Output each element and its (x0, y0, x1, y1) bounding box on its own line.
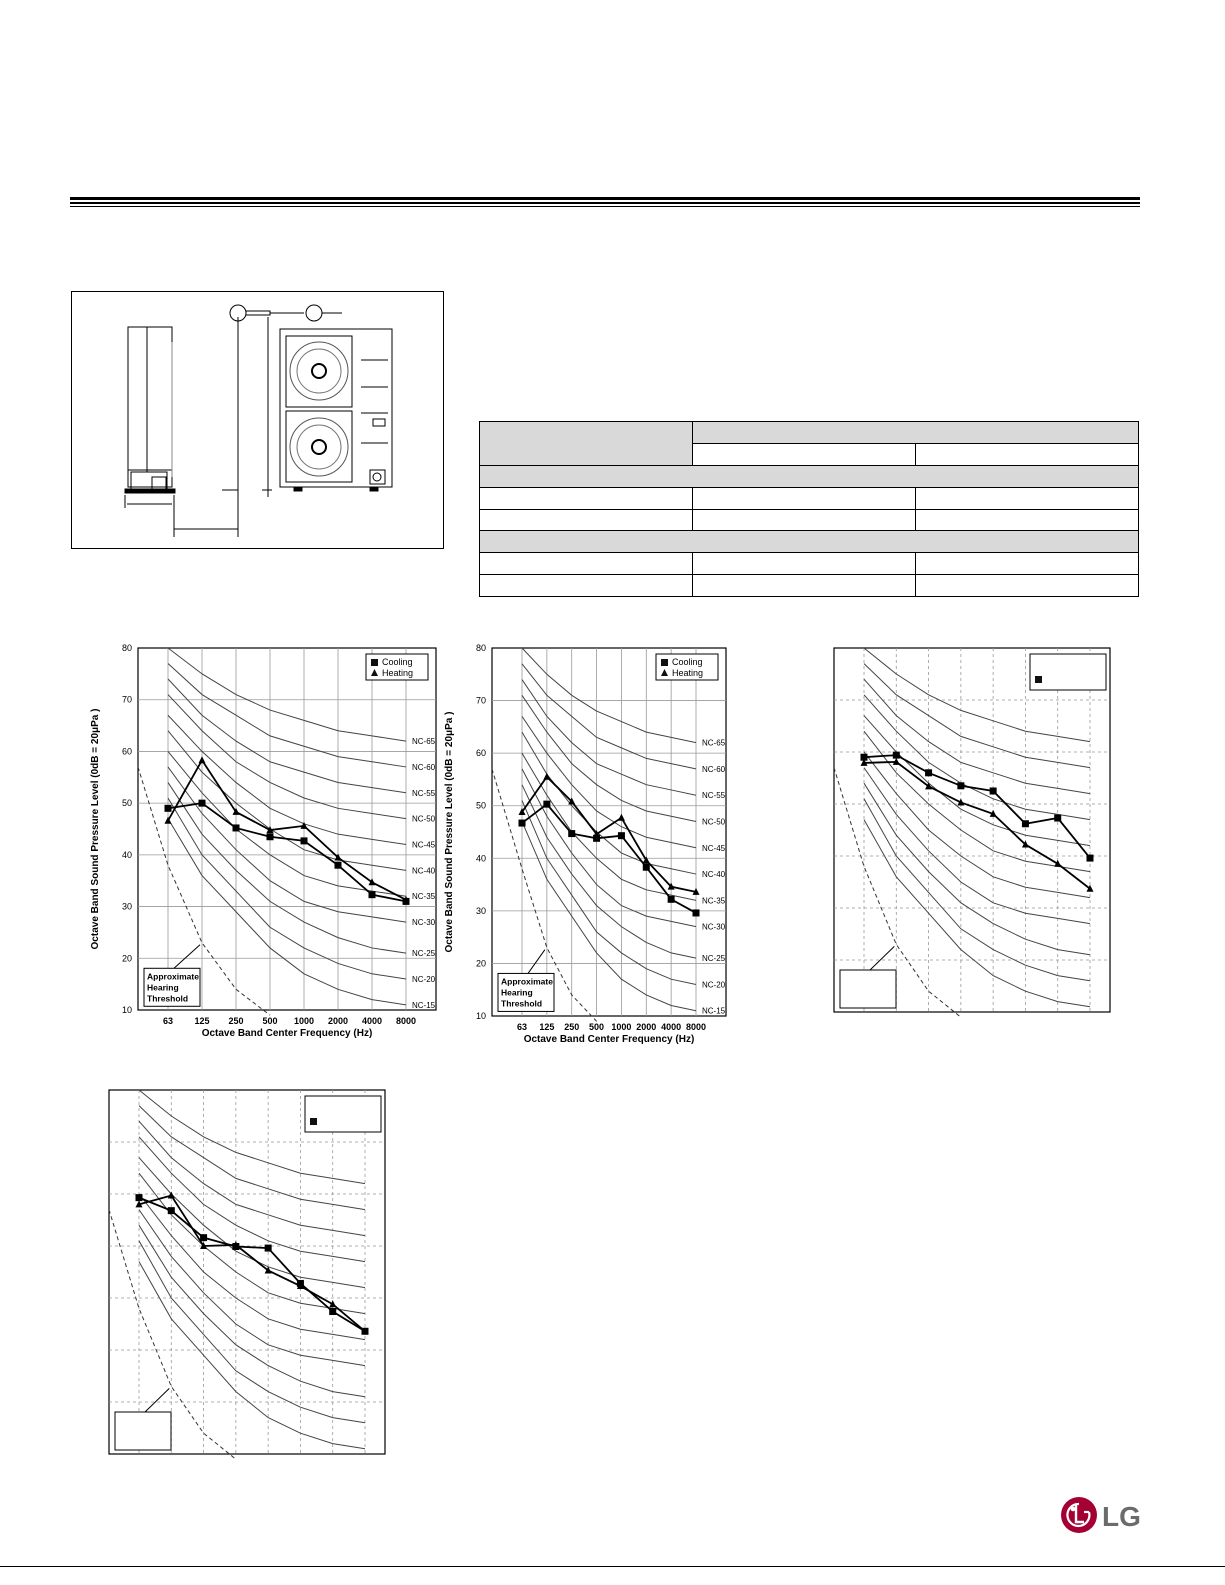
table-cell (693, 553, 916, 575)
nc-label: NC-65 (702, 738, 726, 748)
x-tick-label: 2000 (636, 1022, 657, 1032)
cooling-point (519, 820, 526, 827)
table-section-cell (480, 531, 1139, 553)
y-tick-label: 70 (121, 694, 132, 705)
table-row (480, 553, 1139, 575)
threshold-label: Hearing (147, 982, 179, 993)
plot-frame (834, 648, 1110, 1012)
plot-frame (109, 1090, 385, 1454)
legend-square-icon (661, 659, 668, 666)
nc-label: NC-55 (412, 788, 436, 798)
side-view-body (128, 327, 172, 487)
cooling-point (335, 862, 342, 869)
cooling-point (668, 896, 675, 903)
cooling-point (893, 752, 900, 759)
cooling-point (643, 864, 650, 871)
table-cell (480, 487, 693, 509)
threshold-label-box (115, 1412, 171, 1450)
table-cell (480, 509, 693, 531)
y-tick-label: 50 (121, 798, 132, 809)
unit-dimension-diagram (71, 291, 444, 549)
cooling-point (199, 800, 206, 807)
x-axis-label: Octave Band Center Frequency (Hz) (201, 1028, 373, 1039)
cooling-point (329, 1308, 336, 1315)
legend-cooling: Cooling (382, 657, 413, 667)
table-cell (693, 487, 916, 509)
table-header-cell (480, 422, 693, 466)
nc-chart-4 (107, 1088, 387, 1456)
cooling-point (618, 832, 625, 839)
nc-chart-1 (74, 640, 436, 1050)
threshold-label: Threshold (147, 993, 189, 1004)
y-tick-label: 40 (475, 853, 486, 864)
cooling-point (925, 769, 932, 776)
table-cell (916, 553, 1139, 575)
y-tick-label: 60 (475, 748, 486, 759)
header-rule-thick (70, 197, 1140, 200)
cooling-point (568, 830, 575, 837)
x-tick-label: 500 (589, 1022, 605, 1032)
x-tick-label: 8000 (685, 1022, 707, 1032)
legend-heating: Heating (382, 668, 414, 678)
nc-label: NC-45 (412, 840, 436, 850)
legend-square-icon (371, 659, 378, 666)
legend-box (1030, 654, 1106, 690)
table-section-cell (480, 465, 1139, 487)
nc-label: NC-65 (412, 737, 436, 747)
x-tick-label: 1000 (293, 1016, 315, 1026)
nc-label: NC-30 (412, 918, 436, 928)
nc-label: NC-60 (412, 762, 436, 772)
table-cell (916, 575, 1139, 597)
y-tick-label: 10 (121, 1005, 132, 1015)
x-tick-label: 63 (516, 1022, 528, 1032)
header-rule-mid (70, 202, 1140, 204)
legend-heating: Heating (672, 668, 704, 678)
table-cell (916, 509, 1139, 531)
x-tick-label: 2000 (327, 1016, 349, 1026)
legend-cooling: Cooling (672, 657, 703, 667)
cooling-point (990, 788, 997, 795)
y-tick-label: 60 (121, 746, 132, 757)
lg-logo-icon (1059, 1495, 1145, 1535)
nc-chart-2 (428, 640, 743, 1050)
cooling-point (200, 1234, 207, 1241)
x-tick-label: 500 (262, 1016, 278, 1026)
cooling-point (543, 801, 550, 808)
unit-drawing (72, 292, 443, 548)
y-tick-label: 20 (475, 958, 486, 969)
table-row (480, 575, 1139, 597)
cooling-point (168, 1207, 175, 1214)
cooling-point (267, 833, 274, 840)
y-tick-label: 70 (475, 695, 486, 706)
y-tick-label: 80 (475, 643, 486, 653)
threshold-label: Threshold (501, 998, 543, 1009)
x-tick-label: 63 (162, 1016, 174, 1026)
cooling-point (165, 805, 172, 812)
threshold-label: Hearing (501, 987, 533, 998)
nc-label: NC-30 (702, 922, 726, 932)
nc-label: NC-50 (412, 814, 436, 824)
table-row (480, 465, 1139, 487)
x-tick-label: 125 (539, 1022, 555, 1032)
plot-frame (138, 648, 436, 1010)
y-tick-label: 30 (121, 901, 132, 912)
cooling-point (265, 1245, 272, 1252)
table-cell (693, 575, 916, 597)
table-row (480, 422, 1139, 444)
x-tick-label: 125 (194, 1016, 210, 1026)
nc-label: NC-15 (702, 1006, 726, 1016)
y-tick-label: 40 (121, 849, 132, 860)
x-tick-label: 4000 (361, 1016, 383, 1026)
nc-label: NC-20 (702, 980, 726, 990)
table-row (480, 487, 1139, 509)
nc-label: NC-35 (412, 892, 436, 902)
nc-label: NC-40 (412, 866, 436, 876)
sound-pressure-table (479, 421, 1139, 597)
nc-label: NC-20 (412, 974, 436, 984)
cooling-point (369, 891, 376, 898)
table-header-cell (693, 443, 916, 465)
cooling-point (693, 909, 700, 916)
x-tick-label: 4000 (661, 1022, 682, 1032)
nc-label: NC-45 (702, 843, 726, 853)
table-header-cell (916, 443, 1139, 465)
table-cell (480, 553, 693, 575)
nc-label: NC-40 (702, 870, 726, 880)
nc-label: NC-25 (702, 954, 726, 964)
x-axis-label: Octave Band Center Frequency (Hz) (523, 1034, 695, 1045)
y-tick-label: 10 (475, 1011, 486, 1021)
table-row (480, 531, 1139, 553)
table-cell (693, 509, 916, 531)
footer-rule (0, 1566, 1225, 1567)
nc-label: NC-55 (702, 791, 726, 801)
cooling-point (1054, 815, 1061, 822)
x-tick-label: 250 (228, 1016, 244, 1026)
nc-label: NC-15 (412, 1000, 436, 1010)
threshold-label-box (840, 970, 896, 1008)
table-header-cell (693, 422, 1139, 444)
nc-label: NC-60 (702, 764, 726, 774)
cooling-point (233, 824, 240, 831)
y-axis-label: Octave Band Sound Pressure Level (0dB = 20μPa ) (444, 711, 455, 953)
legend-box (305, 1096, 381, 1132)
nc-label: NC-35 (702, 896, 726, 906)
legend-square-icon (1035, 676, 1042, 683)
svg-text:LG: LG (1102, 1501, 1141, 1532)
table-cell (916, 487, 1139, 509)
y-tick-label: 30 (475, 905, 486, 916)
x-tick-label: 8000 (395, 1016, 417, 1026)
legend-square-icon (310, 1118, 317, 1125)
nc-label: NC-50 (702, 817, 726, 827)
header-rule-thin (70, 206, 1140, 207)
y-axis-label: Octave Band Sound Pressure Level (0dB = 20μPa ) (90, 708, 101, 950)
y-tick-label: 80 (121, 643, 132, 653)
nc-chart-3 (832, 646, 1112, 1014)
x-tick-label: 1000 (611, 1022, 632, 1032)
threshold-label: Approximate (147, 971, 199, 982)
cooling-point (136, 1194, 143, 1201)
table-row (480, 509, 1139, 531)
x-tick-label: 250 (564, 1022, 580, 1032)
nc-label: NC-25 (412, 949, 436, 959)
cooling-point (1087, 855, 1094, 862)
cooling-point (1022, 820, 1029, 827)
cooling-point (301, 837, 308, 844)
cooling-point (957, 782, 964, 789)
threshold-label: Approximate (501, 976, 553, 987)
y-tick-label: 50 (475, 800, 486, 811)
table-cell (480, 575, 693, 597)
y-tick-label: 20 (121, 953, 132, 964)
